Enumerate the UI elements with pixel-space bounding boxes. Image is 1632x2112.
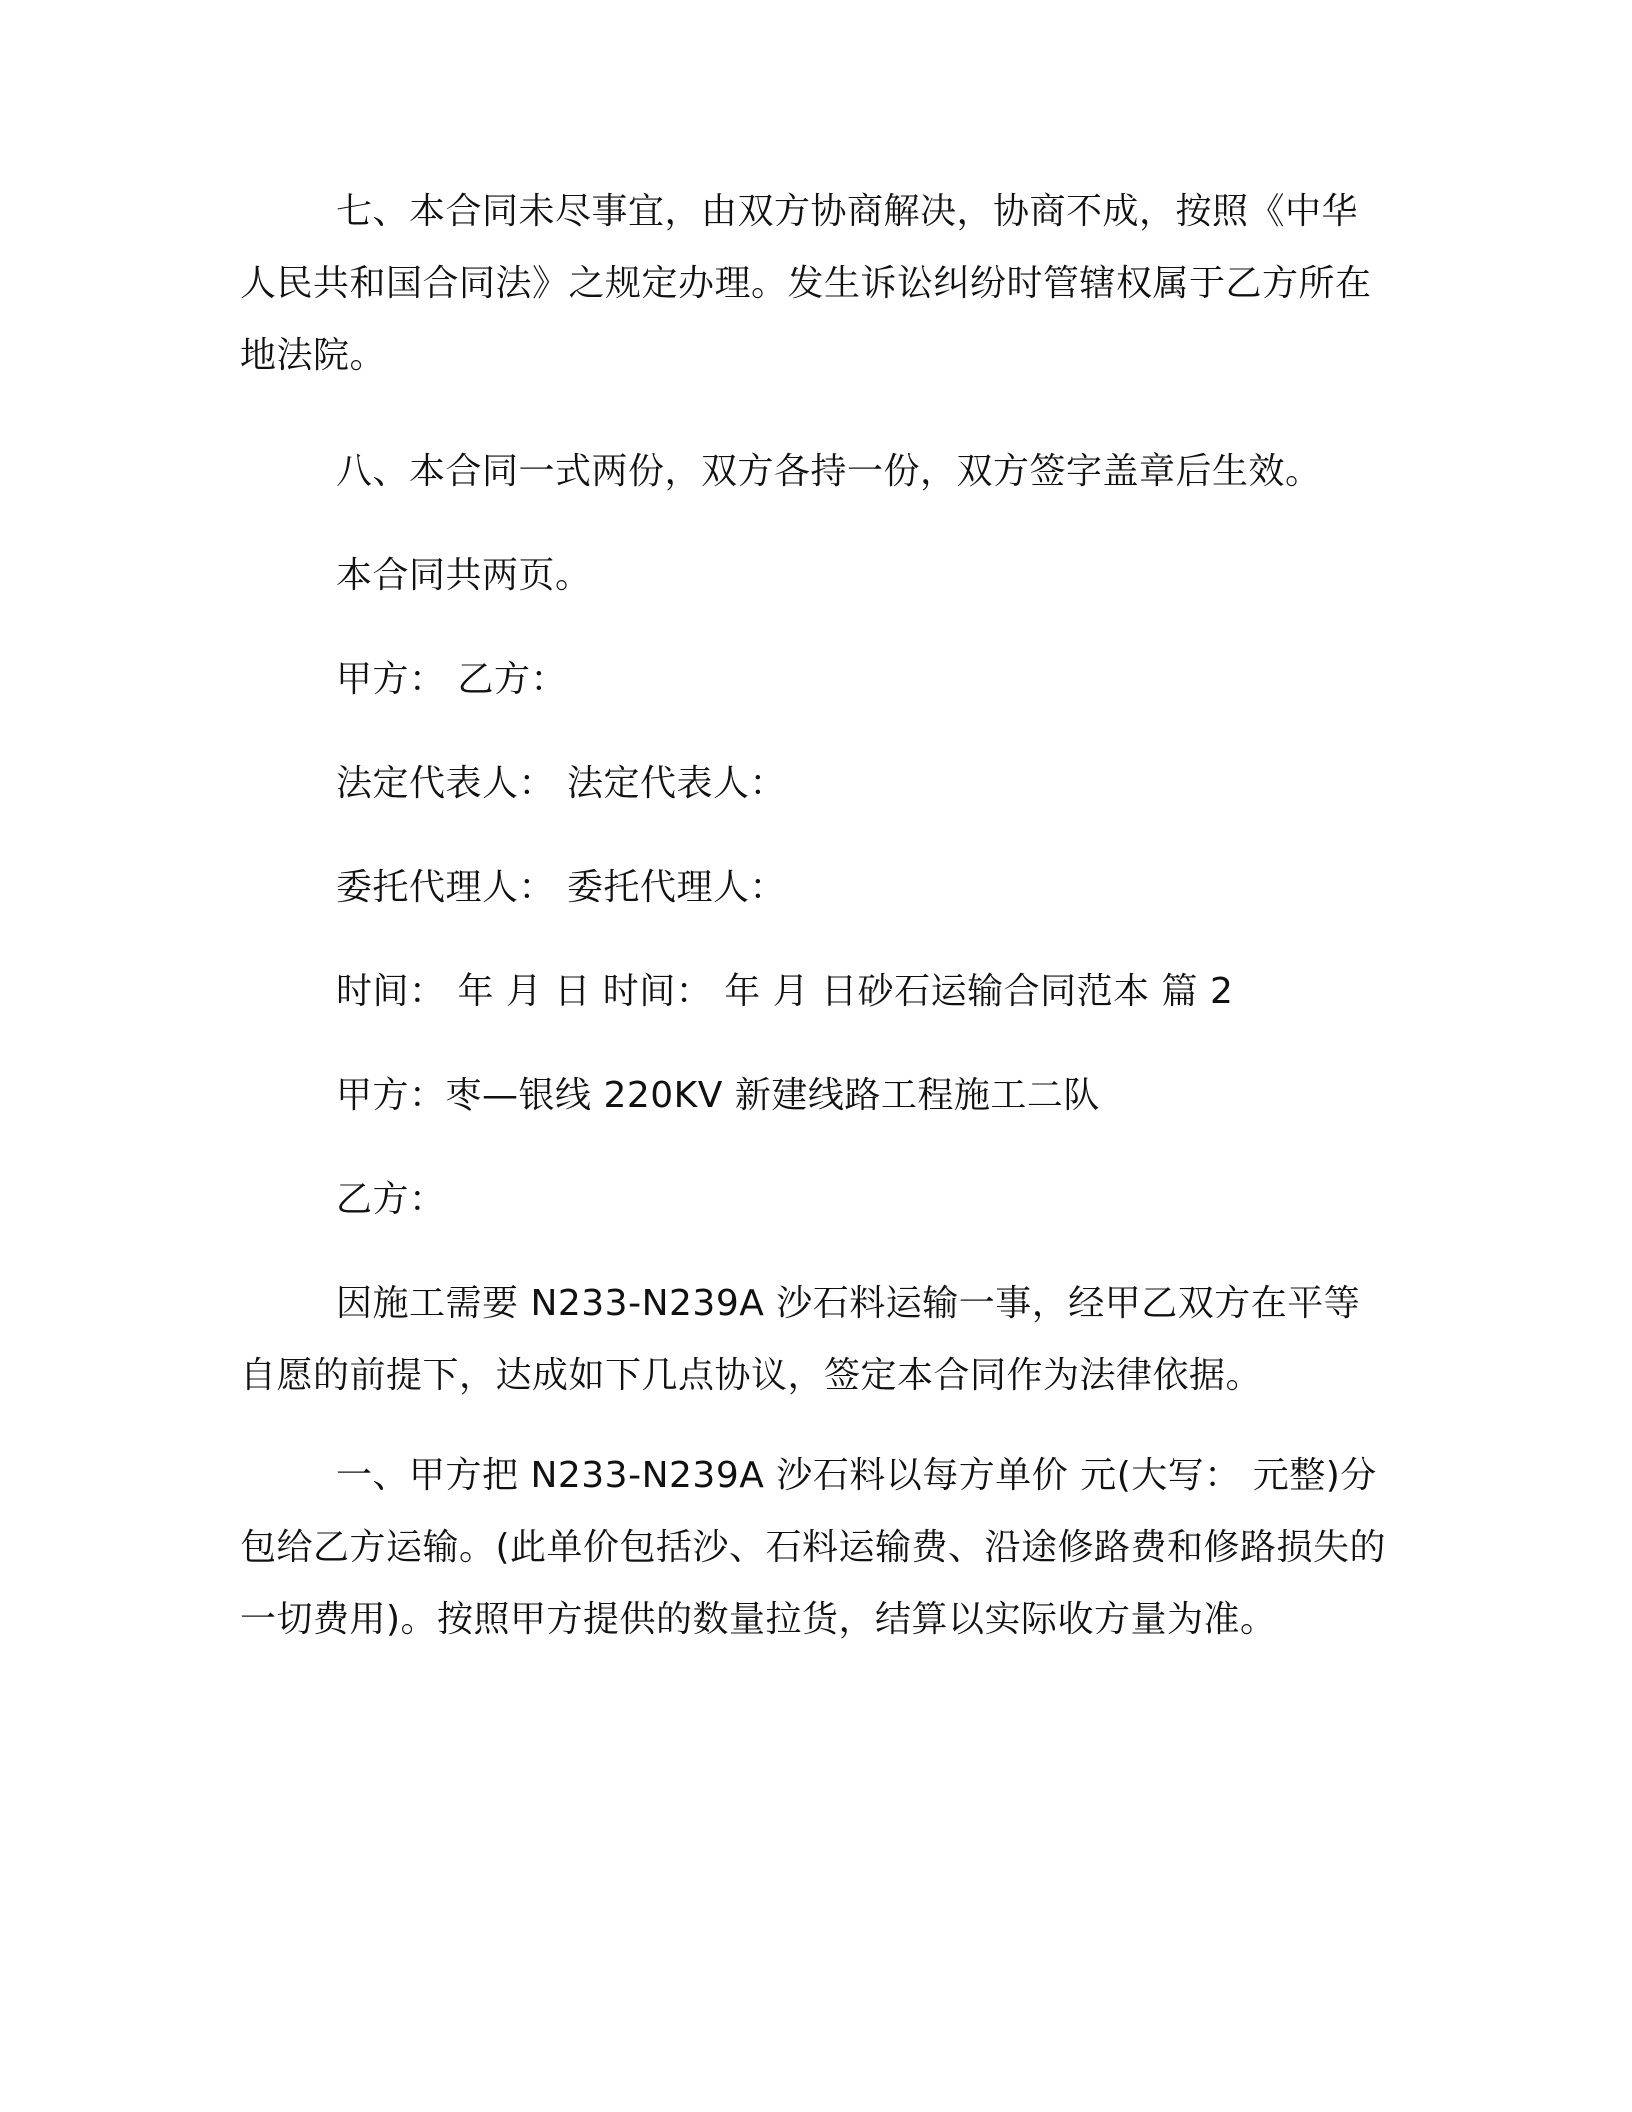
agent-line: 委托代理人： 委托代理人： bbox=[336, 867, 786, 908]
legal-rep-line: 法定代表人： 法定代表人： bbox=[336, 763, 786, 804]
clause-8-paragraph: 八、本合同一式两份，双方各持一份，双方签字盖章后生效。 bbox=[336, 451, 1322, 492]
date-line: 时间： 年 月 日 时间： 年 月 日砂石运输合同范本 篇 2 bbox=[336, 971, 1234, 1012]
clause-7-paragraph: 七、本合同未尽事宜，由双方协商解决，协商不成，按照《中华人民共和国合同法》之规定办理。发生诉讼纠纷时管辖权属于乙方所在地法院。 bbox=[240, 191, 1372, 376]
intro-paragraph: 因施工需要 N233-N239A 沙石料运输一事，经甲乙双方在平等自愿的前提下，达成如下几点协议，签定本合同作为法律依据。 bbox=[240, 1283, 1361, 1396]
pages-note: 本合同共两页。 bbox=[336, 555, 592, 596]
party-b-line: 乙方： bbox=[336, 1179, 446, 1220]
party-a-line: 甲方：枣—银线 220KV 新建线路工程施工二队 bbox=[336, 1075, 1100, 1116]
clause-1-paragraph: 一、甲方把 N233-N239A 沙石料以每方单价 元(大写： 元整)分包给乙方运输。(此单价包括沙、石料运输费、沿途修路费和修路损失的一切费用)。按照甲方提供的数量拉货，结算以实际收方量为准。 bbox=[240, 1455, 1387, 1640]
party-signature-line: 甲方： 乙方： bbox=[336, 659, 567, 700]
